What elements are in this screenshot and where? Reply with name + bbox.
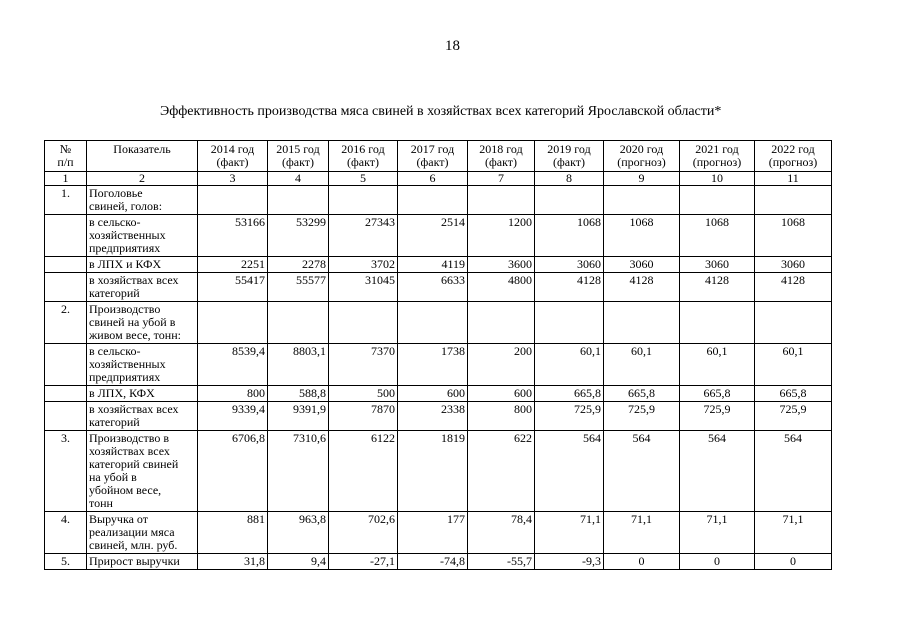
value-cell xyxy=(680,186,755,215)
value-cell: 200 xyxy=(468,344,535,386)
value-cell: 177 xyxy=(398,512,468,554)
column-header-line: 2014 год xyxy=(210,142,255,156)
indicator-label-line: Производство в xyxy=(89,431,169,445)
value-cell: -74,8 xyxy=(398,554,468,570)
indicator-label xyxy=(87,386,198,402)
indicator-label-line: хозяйствах всех xyxy=(89,444,170,458)
column-header-line: (факт) xyxy=(552,155,585,169)
column-header-line: (факт) xyxy=(484,155,517,169)
indicator-label-line: Выручка от xyxy=(89,512,149,526)
table-row xyxy=(45,257,832,273)
value-cell: 71,1 xyxy=(535,512,604,554)
column-header xyxy=(468,141,535,172)
value-cell xyxy=(680,302,755,344)
column-header-line: Показатель xyxy=(113,142,171,156)
value-cell: 9391,9 xyxy=(268,402,329,431)
value-cell: 800 xyxy=(198,386,268,402)
indicator-label-line: хозяйственных xyxy=(89,357,166,371)
column-header-line: 2017 год xyxy=(410,142,455,156)
value-cell: 1200 xyxy=(468,215,535,257)
indicator-label-line: реализации мяса xyxy=(89,525,175,539)
indicator-label-line: в сельско- xyxy=(89,344,141,358)
column-header-line: (факт) xyxy=(281,155,314,169)
value-cell: 665,8 xyxy=(755,386,832,402)
column-header-line: 2016 год xyxy=(341,142,385,156)
indicator-label-line: на убой в xyxy=(89,470,137,484)
indicator-label-line: тонн xyxy=(89,496,113,510)
column-header xyxy=(604,141,680,172)
indicator-label xyxy=(87,273,198,302)
indicator-label-line: хозяйственных xyxy=(89,228,166,242)
row-number: 4. xyxy=(45,512,87,554)
column-header xyxy=(755,141,832,172)
indicator-label xyxy=(87,186,198,215)
indicator-label xyxy=(87,402,198,431)
value-cell xyxy=(604,186,680,215)
indicator-label xyxy=(87,344,198,386)
row-number xyxy=(45,257,87,273)
column-number: 5 xyxy=(329,172,398,186)
value-cell: 60,1 xyxy=(680,344,755,386)
column-number: 9 xyxy=(604,172,680,186)
value-cell: 3060 xyxy=(604,257,680,273)
column-header-line: (факт) xyxy=(416,155,449,169)
value-cell: 3702 xyxy=(329,257,398,273)
value-cell: 9339,4 xyxy=(198,402,268,431)
indicator-label-line: в хозяйствах всех xyxy=(89,273,179,287)
row-number: 2. xyxy=(45,302,87,344)
value-cell: 500 xyxy=(329,386,398,402)
table-row xyxy=(45,215,832,257)
column-header-line: 2019 год xyxy=(547,142,591,156)
value-cell: 0 xyxy=(604,554,680,570)
row-number xyxy=(45,386,87,402)
value-cell: 0 xyxy=(755,554,832,570)
value-cell: 0 xyxy=(680,554,755,570)
indicator-label xyxy=(87,215,198,257)
indicator-label-line: Прирост выручки xyxy=(89,554,180,568)
value-cell: 60,1 xyxy=(604,344,680,386)
row-number: 3. xyxy=(45,431,87,512)
value-cell: 4128 xyxy=(680,273,755,302)
value-cell: 622 xyxy=(468,431,535,512)
column-number: 6 xyxy=(398,172,468,186)
value-cell: 71,1 xyxy=(680,512,755,554)
value-cell xyxy=(604,302,680,344)
column-header-line: (прогноз) xyxy=(768,155,818,169)
indicator-label-line: свиней, млн. руб. xyxy=(89,538,178,552)
value-cell: 1068 xyxy=(680,215,755,257)
value-cell: 564 xyxy=(755,431,832,512)
column-number-row xyxy=(45,172,832,186)
value-cell: 600 xyxy=(398,386,468,402)
value-cell xyxy=(468,302,535,344)
value-cell xyxy=(755,302,832,344)
page-number: 18 xyxy=(445,38,460,54)
column-header xyxy=(535,141,604,172)
value-cell: -55,7 xyxy=(468,554,535,570)
column-header xyxy=(398,141,468,172)
value-cell: 6122 xyxy=(329,431,398,512)
column-header-line: п/п xyxy=(57,155,74,169)
indicator-label xyxy=(87,431,198,512)
table-row xyxy=(45,386,832,402)
column-number: 1 xyxy=(45,172,87,186)
value-cell: 800 xyxy=(468,402,535,431)
value-cell: 78,4 xyxy=(468,512,535,554)
value-cell: 1819 xyxy=(398,431,468,512)
value-cell: 27343 xyxy=(329,215,398,257)
value-cell: 3060 xyxy=(535,257,604,273)
table-row xyxy=(45,186,832,215)
value-cell: 963,8 xyxy=(268,512,329,554)
value-cell: 2514 xyxy=(398,215,468,257)
indicator-label-line: убойном весе, xyxy=(89,483,162,497)
value-cell: 725,9 xyxy=(680,402,755,431)
indicator-label-line: категорий xyxy=(89,415,140,429)
value-cell: 3060 xyxy=(680,257,755,273)
value-cell: 725,9 xyxy=(604,402,680,431)
indicator-label-line: в хозяйствах всех xyxy=(89,402,179,416)
indicator-label-line: категорий xyxy=(89,286,140,300)
column-header xyxy=(268,141,329,172)
table-row xyxy=(45,402,832,431)
column-number: 3 xyxy=(198,172,268,186)
column-header-line: 2015 год xyxy=(276,142,320,156)
value-cell: 725,9 xyxy=(755,402,832,431)
row-number: 5. xyxy=(45,554,87,570)
indicator-label xyxy=(87,554,198,570)
value-cell xyxy=(398,302,468,344)
row-number xyxy=(45,402,87,431)
column-number: 2 xyxy=(87,172,198,186)
column-header xyxy=(87,141,198,172)
value-cell: 7310,6 xyxy=(268,431,329,512)
header-row xyxy=(45,141,832,172)
value-cell: 2251 xyxy=(198,257,268,273)
column-header-line: 2022 год xyxy=(771,142,815,156)
value-cell: 564 xyxy=(535,431,604,512)
indicator-label-line: Производство xyxy=(89,302,161,316)
indicator-label-line: в ЛПХ и КФХ xyxy=(89,257,162,271)
table-row xyxy=(45,512,832,554)
column-number: 4 xyxy=(268,172,329,186)
indicator-label-line: живом весе, тонн: xyxy=(89,328,181,342)
column-header xyxy=(198,141,268,172)
value-cell: 60,1 xyxy=(755,344,832,386)
value-cell: 31,8 xyxy=(198,554,268,570)
table-row xyxy=(45,344,832,386)
value-cell: 2338 xyxy=(398,402,468,431)
value-cell xyxy=(329,186,398,215)
value-cell: 564 xyxy=(604,431,680,512)
value-cell: 2278 xyxy=(268,257,329,273)
pig-meat-efficiency-table xyxy=(44,140,832,570)
value-cell xyxy=(198,302,268,344)
column-header xyxy=(680,141,755,172)
value-cell: 1068 xyxy=(755,215,832,257)
value-cell: 8803,1 xyxy=(268,344,329,386)
value-cell: 8539,4 xyxy=(198,344,268,386)
value-cell xyxy=(398,186,468,215)
value-cell: 4800 xyxy=(468,273,535,302)
value-cell: 1068 xyxy=(535,215,604,257)
column-header-line: (прогноз) xyxy=(692,155,742,169)
column-header-line: (факт) xyxy=(346,155,379,169)
column-number: 8 xyxy=(535,172,604,186)
indicator-label-line: в сельско- xyxy=(89,215,141,229)
value-cell: 564 xyxy=(680,431,755,512)
value-cell: 665,8 xyxy=(535,386,604,402)
table-row xyxy=(45,273,832,302)
value-cell: 7370 xyxy=(329,344,398,386)
column-number: 10 xyxy=(680,172,755,186)
value-cell xyxy=(755,186,832,215)
indicator-label-line: в ЛПХ, КФХ xyxy=(89,386,155,400)
value-cell: 71,1 xyxy=(604,512,680,554)
value-cell: 1068 xyxy=(604,215,680,257)
column-header-line: (факт) xyxy=(216,155,249,169)
value-cell: 665,8 xyxy=(680,386,755,402)
value-cell: -9,3 xyxy=(535,554,604,570)
value-cell: 1738 xyxy=(398,344,468,386)
column-header-line: (прогноз) xyxy=(617,155,666,169)
value-cell: 4128 xyxy=(755,273,832,302)
column-number: 11 xyxy=(755,172,832,186)
value-cell: 31045 xyxy=(329,273,398,302)
column-header xyxy=(329,141,398,172)
value-cell xyxy=(268,302,329,344)
value-cell: 588,8 xyxy=(268,386,329,402)
value-cell xyxy=(535,186,604,215)
table-row xyxy=(45,554,832,570)
value-cell xyxy=(268,186,329,215)
indicator-label xyxy=(87,512,198,554)
value-cell xyxy=(468,186,535,215)
value-cell: 53166 xyxy=(198,215,268,257)
indicator-label-line: предприятиях xyxy=(89,370,161,384)
indicator-label xyxy=(87,302,198,344)
column-header-line: 2021 год xyxy=(695,142,739,156)
indicator-label-line: категорий свиней xyxy=(89,457,179,471)
row-number xyxy=(45,344,87,386)
indicator-label-line: предприятиях xyxy=(89,241,161,255)
table-row xyxy=(45,302,832,344)
value-cell: 71,1 xyxy=(755,512,832,554)
indicator-label-line: свиней, голов: xyxy=(89,199,163,213)
column-header-line: 2018 год xyxy=(479,142,523,156)
value-cell xyxy=(198,186,268,215)
column-header-line: 2020 год xyxy=(619,142,664,156)
value-cell xyxy=(535,302,604,344)
table-row xyxy=(45,431,832,512)
value-cell: 702,6 xyxy=(329,512,398,554)
value-cell: 6706,8 xyxy=(198,431,268,512)
row-number xyxy=(45,273,87,302)
table-title: Эффективность производства мяса свиней в хозяйствах всех категорий Ярославской области* xyxy=(160,104,722,119)
row-number xyxy=(45,215,87,257)
value-cell: 881 xyxy=(198,512,268,554)
value-cell: 3060 xyxy=(755,257,832,273)
value-cell: 4128 xyxy=(535,273,604,302)
value-cell: 4128 xyxy=(604,273,680,302)
value-cell: 6633 xyxy=(398,273,468,302)
row-number: 1. xyxy=(45,186,87,215)
value-cell: 600 xyxy=(468,386,535,402)
value-cell: 7870 xyxy=(329,402,398,431)
indicator-label-line: свиней на убой в xyxy=(89,315,176,329)
value-cell: 9,4 xyxy=(268,554,329,570)
value-cell: 4119 xyxy=(398,257,468,273)
column-header xyxy=(45,141,87,172)
value-cell: 53299 xyxy=(268,215,329,257)
value-cell: 3600 xyxy=(468,257,535,273)
indicator-label xyxy=(87,257,198,273)
column-header-line: № xyxy=(59,142,72,156)
value-cell: -27,1 xyxy=(329,554,398,570)
indicator-label-line: Поголовье xyxy=(89,186,143,200)
value-cell: 665,8 xyxy=(604,386,680,402)
value-cell: 55417 xyxy=(198,273,268,302)
value-cell: 725,9 xyxy=(535,402,604,431)
column-number: 7 xyxy=(468,172,535,186)
value-cell: 60,1 xyxy=(535,344,604,386)
value-cell xyxy=(329,302,398,344)
value-cell: 55577 xyxy=(268,273,329,302)
